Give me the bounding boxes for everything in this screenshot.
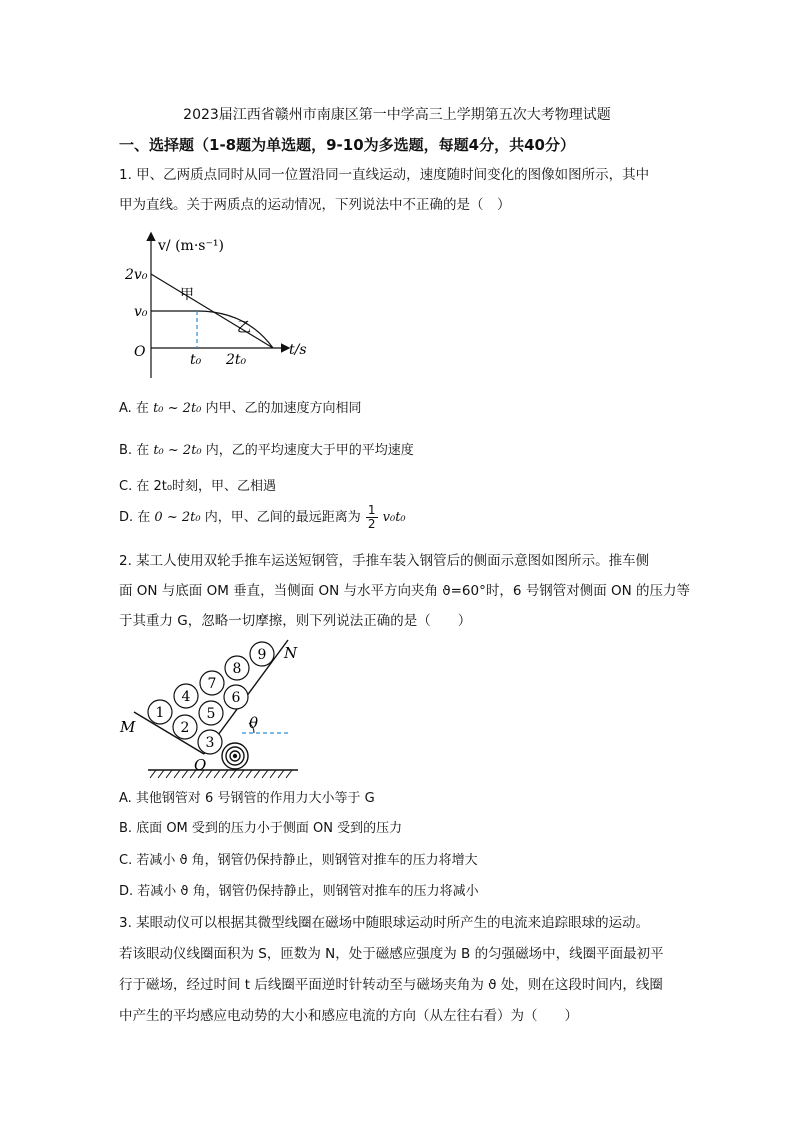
q2-pipe-label-1: 1 [155, 705, 165, 721]
q1-vt-graph [118, 228, 308, 380]
q1-x-label: t/s [289, 342, 307, 358]
q2-stem-line1: 2. 某工人使用双轮手推车运送短钢管，手推车装入钢管后的侧面示意图如图所示。推车侧 [119, 553, 650, 569]
q3-line2: 若该眼动仪线圈面积为 S，匝数为 N，处于磁感应强度为 B 的匀强磁场中，线圈平面最初平 [119, 946, 664, 962]
q2-pipe-label-5: 5 [206, 706, 216, 722]
q2-ground-hatch [150, 770, 292, 778]
q3-line1: 3. 某眼动仪可以根据其微型线圈在磁场中随眼球运动时所产生的电流来追踪眼球的运动。 [119, 915, 650, 931]
q2-pipe-label-7: 7 [207, 676, 217, 692]
q1-tick-t0: t₀ [190, 352, 202, 368]
q2-pipe-label-8: 8 [232, 661, 242, 677]
q2-label-theta: θ [249, 714, 259, 732]
q1-stem-line1: 1. 甲、乙两质点同时从同一位置沿同一直线运动，速度随时间变化的图像如图所示，其中 [119, 167, 650, 183]
q1-label-yi: 乙 [237, 320, 251, 336]
page-title: 2023届江西省赣州市南康区第一中学高三上学期第五次大考物理试题 [183, 107, 611, 123]
q2-label-N: N [284, 644, 298, 662]
q2-label-M: M [120, 718, 136, 736]
q2-pipe-label-6: 6 [231, 690, 241, 706]
q1-frac-numerator: 1 [367, 503, 376, 517]
q1-option-a-prefix: A. 在 [119, 401, 149, 416]
q1-frac-denominator: 2 [367, 517, 376, 531]
q1-label-jia: 甲 [180, 287, 194, 303]
q1-option-d-fraction [366, 504, 378, 531]
section-heading: 一、选择题（1-8题为单选题，9-10为多选题，每题4分，共40分） [119, 136, 575, 154]
q1-curve-yi [197, 311, 273, 348]
q1-option-d-middle: 内，甲、乙间的最远距离为 [204, 510, 361, 525]
q1-option-d-tail: v₀t₀ [382, 510, 406, 525]
q1-option-b-suffix: 内，乙的平均速度大于甲的平均速度 [205, 443, 414, 458]
q1-option-b-range: t₀ ~ 2t₀ [153, 443, 202, 458]
q1-option-a-range: t₀ ~ 2t₀ [153, 401, 202, 416]
q1-tick-2t0: 2t₀ [226, 352, 247, 368]
q2-option-d: D. 若减小 ϑ 角，钢管仍保持静止，则钢管对推车的压力将减小 [119, 884, 479, 899]
q1-option-d [119, 504, 406, 531]
q1-tick-v0: v₀ [134, 304, 148, 320]
q2-option-c: C. 若减小 ϑ 角，钢管仍保持静止，则钢管对推车的压力将增大 [119, 853, 478, 868]
q1-option-a-suffix: 内甲、乙的加速度方向相同 [205, 401, 362, 416]
q1-origin: O [134, 344, 146, 360]
q2-stem-line3: 于其重力 G，忽略一切摩擦，则下列说法正确的是（ ） [119, 613, 472, 629]
q1-y-label: v/ (m·s⁻¹) [158, 238, 224, 254]
q3-line4: 中产生的平均感应电动势的大小和感应电流的方向（从左往右看）为（ ） [119, 1008, 578, 1024]
q2-pipe-label-9: 9 [257, 647, 267, 663]
q2-option-a: A. 其他钢管对 6 号钢管的作用力大小等于 G [119, 791, 375, 806]
q2-pipe-label-4: 4 [181, 689, 191, 705]
q2-pipe-label-3: 3 [205, 735, 215, 751]
q1-option-d-range: 0 ~ 2t₀ [154, 510, 201, 525]
q2-option-b: B. 底面 OM 受到的压力小于侧面 ON 受到的压力 [119, 821, 403, 836]
q2-pipe-label-2: 2 [180, 720, 190, 736]
q1-tick-2v0: 2v₀ [125, 267, 148, 283]
q2-cart-figure [118, 636, 308, 782]
q3-line3: 行于磁场，经过时间 t 后线圈平面逆时针转动至与磁场夹角为 ϑ 处，则在这段时间内，线圈 [119, 977, 663, 993]
q1-option-b [119, 442, 414, 460]
q2-stem-line2: 面 ON 与底面 OM 垂直，当侧面 ON 与水平方向夹角 ϑ=60°时，6 号钢管对侧面 ON 的压力等 [119, 583, 691, 599]
q2-wheel [222, 743, 248, 769]
q1-option-c: C. 在 2t₀时刻，甲、乙相遇 [119, 479, 277, 494]
q1-stem-line2: 甲为直线。关于两质点的运动情况，下列说法中不正确的是（ ） [119, 197, 511, 213]
q1-option-d-prefix: D. 在 [119, 510, 151, 525]
q1-option-b-prefix: B. 在 [119, 443, 150, 458]
q2-label-O: O [194, 756, 207, 774]
q1-option-a [119, 400, 362, 418]
